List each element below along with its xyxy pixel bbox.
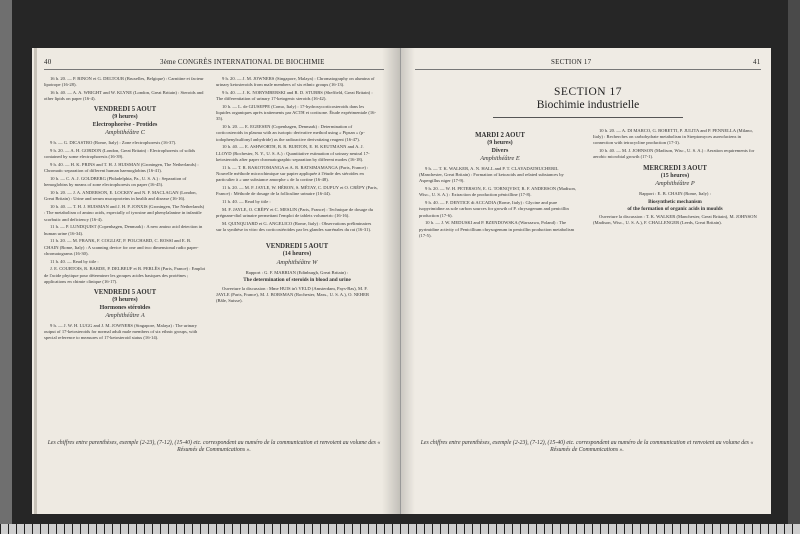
session-date: MERCREDI 3 AOUT (643, 164, 707, 172)
session-heading (44, 289, 206, 320)
session-time: (15 heures) (660, 172, 690, 179)
entry: 9 h. 40. — J. K. NORYMBERSKI and R. D. STUBBS (Sheffield, Great Britain) : The differentiation of urinary 17-ketogenic steroids (16-42). (216, 90, 373, 102)
rapport-title: The determination of steroids in blood and urine (243, 277, 351, 284)
binding-stripe (34, 48, 37, 514)
entry: 9 h. 20. — W. H. PETERSON, E. G. TORNQVIST, R. F. ANDERSON (Madison, Wisc., U. S. A.) : Extraction de production pénicilline (17-8). (419, 186, 576, 198)
scanner-edge-right (788, 0, 800, 534)
entry: 10 h. — L. de GIUSEPPE (Como, Italy) : 17-hydroxycorticosteroids dans les liquides organiques après traitements par ACTH et cortisone. Étude expérimentale (16-35). (216, 104, 377, 122)
session-date: VENDREDI 5 AOUT (93, 289, 157, 297)
rapport: Rapport : E. B. CHAIN (Rome, Italy) : (639, 191, 711, 197)
right-footnote: Les chiffres entre parenthèses, exemple (2-23), (7-12), (15-40) etc. correspondent au numéro de la communication et renvoient au volume des « Résumés de Communications ». (420, 440, 754, 454)
entry: 11 h. 40. — Read by title : (50, 258, 99, 264)
session-heading (216, 243, 378, 267)
entry: 10 h. 40. — E. ASHWORTH, B. R. BURTON, E. H. KEUTMANN and A. J. LLOYD (Rochester, N. Y., U. S. A.) : Quantitative estimation of urinary neutral 17-ketosteroids after paper chromatographic separation by different modes (16-18). (216, 144, 370, 162)
entry: 10 h. 40. — M. J. JOHNSON (Madison, Wisc., U. S. A.) : Aeration requirements for aerobic microbial growth (17-1). (593, 148, 755, 160)
section-title-rule (493, 117, 683, 118)
entry: 10 h. — C. A. J. GOLDBERG (Philadelphia, Pa., U. S. A.) : Separation of hemoglobins by means of zone electrophoresis on paper (16-45). (44, 176, 187, 188)
session-time: (9 heures) (112, 114, 138, 121)
left-page (32, 48, 401, 514)
session-room: Amphithéâtre W (276, 258, 318, 266)
entry: 10 h. 20. — A. DI MARCO, G. BORETTI, P. JULITA and P. PENNELLA (Milano, Italy) : Recherches on carbohydrate metabolism in Streptomyces aureofaciens in connection with tetracycline production (17-3). (593, 128, 753, 146)
session-date: VENDREDI 5 AOUT (265, 243, 329, 251)
section-number: SECTION 17 (554, 86, 622, 98)
entry: 9 h. 40. — F. DENTICE di ACCADIA (Rome, Italy) : Glycine and pure isopyrimidine as sole carbon sources for growth of P. chrysogenum and penicillin production (17-6). (419, 200, 569, 218)
entry: 9 h. 20. — A. H. GORDON (London, Great Britain) : Electrophoresis of solids contained by some electrophoresis (16-39). (44, 148, 196, 160)
session-heading (419, 132, 581, 163)
discussion: Ouverture la discussion : Mme HUIS in't VELD (Amsterdam, Pays-Bas), M. F. JAYLE (Paris, France), M. J. BORSMAN (Rochester, Mass., U. S. A.), O. NEHER (Bâle, Suisse). (216, 285, 370, 304)
entry: 11 h. 40. — Read by title : (222, 198, 271, 204)
rapport-title: of the formation of organic acids in moulds (627, 205, 723, 212)
entry: 16 h. 20. — P. BINON et G. DELTOUR (Bruxelles, Belgique) : Carnitine et facteur lipotrope (16-28). (44, 76, 204, 88)
right-page-number: 41 (753, 58, 761, 66)
entry: M. F. JAYLE, O. CRÉPY et C. MESLIN (Paris, France) : Technique de dosage du prégnane-diol urinaire permettant l'emploi de tablets volumetric (16-16). (216, 206, 373, 218)
right-column-1 (419, 128, 581, 241)
session-time: (9 heures) (112, 297, 138, 304)
scale-ruler (0, 524, 800, 534)
session-room: Amphithéâtre P (655, 180, 695, 188)
entry: 9 h. — T. K. WALKER, A. N. HALL and P. T. CLAYADATHUCHERIL (Manchester, Great Britain) : Formation of ketoacids and related substances by Aspergillus niger (17-9). (419, 166, 564, 184)
entry: M. QUINQUIARD et G. ANGELICO (Rome, Italy) : Observations préliminaires sur la synthèse in vitro des corticostéroïdes par les glandes surrénales du rat (16-31). (216, 220, 372, 232)
left-page-number: 40 (44, 58, 52, 66)
rapport: Rapport : G. F. MARRIAN (Edinburgh, Great Britain) : (245, 269, 349, 275)
session-topic: Divers (491, 147, 509, 154)
entry: 16 h. 40. — A. A. WRIGHT and W. KLYNE (London, Great Britain) : Steroids and other lipids on paper (16-4). (44, 90, 204, 102)
entry: 9 h. — J. W. H. LUGG and J. M. JOWNERS (Singapore, Malaya) : The urinary output of 17-ketosteroids for normal adult male members of six ethnic groups, with special reference to measures of 17-ketosteroid status (16-14). (44, 323, 198, 341)
entry: 10 h. 20. — E. EGEESEN (Copenhagen, Denmark) : Determination of corticosteroids in plasma with an isotopic derivative method using « Pipsan » (p-iodophenylsulfonyl anhydride) as the radioactive derivatizing reagent (16-47). (216, 124, 365, 142)
scanner-edge-left (0, 0, 12, 534)
session-date: MARDI 2 AOUT (475, 132, 525, 139)
right-column-2 (593, 128, 757, 228)
entry: 10 h. — J. W. MEDUSKI and P. BZENDOWSKA (Warszawa, Poland) : The pyrimidine activity of Penicillium chrysogenum in penicillin production metabolism (17-5). (419, 220, 575, 238)
left-column-1 (44, 76, 206, 343)
session-time: (9 heures) (487, 140, 513, 146)
session-time: (14 heures) (282, 251, 312, 258)
entry: 10 h. 40. — T. H. J. HUISMAN and J. H. P. JONXIS (Groningen, The Netherlands) : The metabolism of amino acids, especially of tyrosine and phenylalanine in infantile scorbutic and deficiency (16-4). (44, 204, 205, 222)
session-heading (593, 165, 757, 189)
left-column-2 (216, 76, 378, 306)
entry: 9 h. 20. — J. M. JOWNERS (Singapore, Malaya) : Chromatography on alumina of urinary ketosteroids from male members of six ethnic groups (16-13). (216, 76, 375, 88)
session-date: VENDREDI 5 AOUT (93, 106, 157, 114)
session-topic: Electrophorèse - Protides (92, 121, 158, 128)
session-room: Amphithéâtre E (480, 155, 520, 162)
header-rule (415, 69, 761, 70)
header-rule (44, 69, 384, 70)
section-heading (415, 86, 761, 118)
right-page (401, 48, 771, 514)
entry: 11 h. 20. — M. F. JAYLE, W. HÉRON, S. MÉTAY, C. DUPUY et O. CRÉPY (Paris, France) : Méthode de dosage de la folliculine urinaire (16-44). (216, 184, 378, 197)
entry: 11 h. — T. R. RAKOTOMANGA et A. R. RATSIMAMANGA (Paris, France) : Nouvelle méthode microchimique sur papier appliquée à l'étude des stéroïdes en particulier à « une substance amorphe » de la cortine (16-48). (216, 164, 369, 183)
session-room: Amphithéâtre C (105, 129, 145, 137)
discussion: Ouverture la discussion : T. K. WALKER (Manchester, Great Britain), M. JOHNSON (Madison, Wisc., U. S. A.), F. CHALLENGER (Leeds, Great Britain). (593, 213, 757, 225)
session-heading (44, 106, 206, 137)
session-room: Amphithéâtre A (105, 312, 145, 320)
rapport-title: Biosynthetic mechanism (648, 198, 702, 205)
session-topic: Hormones stéroïdes (99, 304, 151, 311)
entry: J. E. COURTOIS, R. BARDE, P. DELBEUF et B. PERLÈS (Paris, France) : Emploi de l'acide phytique pour déterminer les groupes acides basiques des protéines ; applications en chimie clinique (16-17). (44, 266, 206, 284)
entry: 9 h. 40. — H. K. PRINS and T. H. J. HUISMAN (Groningen, The Netherlands) : Chromatic separation of different human haemoglobins (16-41). (44, 162, 199, 174)
entry: 10 h. 20. — J. A. ANDERSON, E. LOCKEY and N. F. MACLAGAN (London, Great Britain) : Urine and serum mucoproteins in health and disease (16-16). (44, 190, 197, 202)
section-title: Biochimie industrielle (536, 99, 640, 111)
entry: 11 h. 20. — M. FRANK, F. COGLIAT, P. POLCHARD, C. ROSSI and E. B. CHAIN (Rome, Italy) : A scanning device for one and two dimensional radio paper-chromatograms (16-30). (44, 238, 199, 256)
left-footnote: Les chiffres entre parenthèses, exemple (2-23), (7-12), (15-40) etc. correspondent au numéro de la communication et renvoient au volume des « Résumés de Communications ». (47, 440, 381, 454)
entry: 11 h. — P. LUNDQUIST (Copenhagen, Denmark) : A new amino acid detection in human urine (16-34). (44, 224, 203, 236)
entry: 9 h. — G. DICASTRO (Rome, Italy) : Zone electrophoresis (16-37). (50, 140, 177, 146)
right-running-head: SECTION 17 (551, 58, 592, 66)
left-running-head: 3ème CONGRÈS INTERNATIONAL DE BIOCHIMIE (160, 58, 325, 66)
